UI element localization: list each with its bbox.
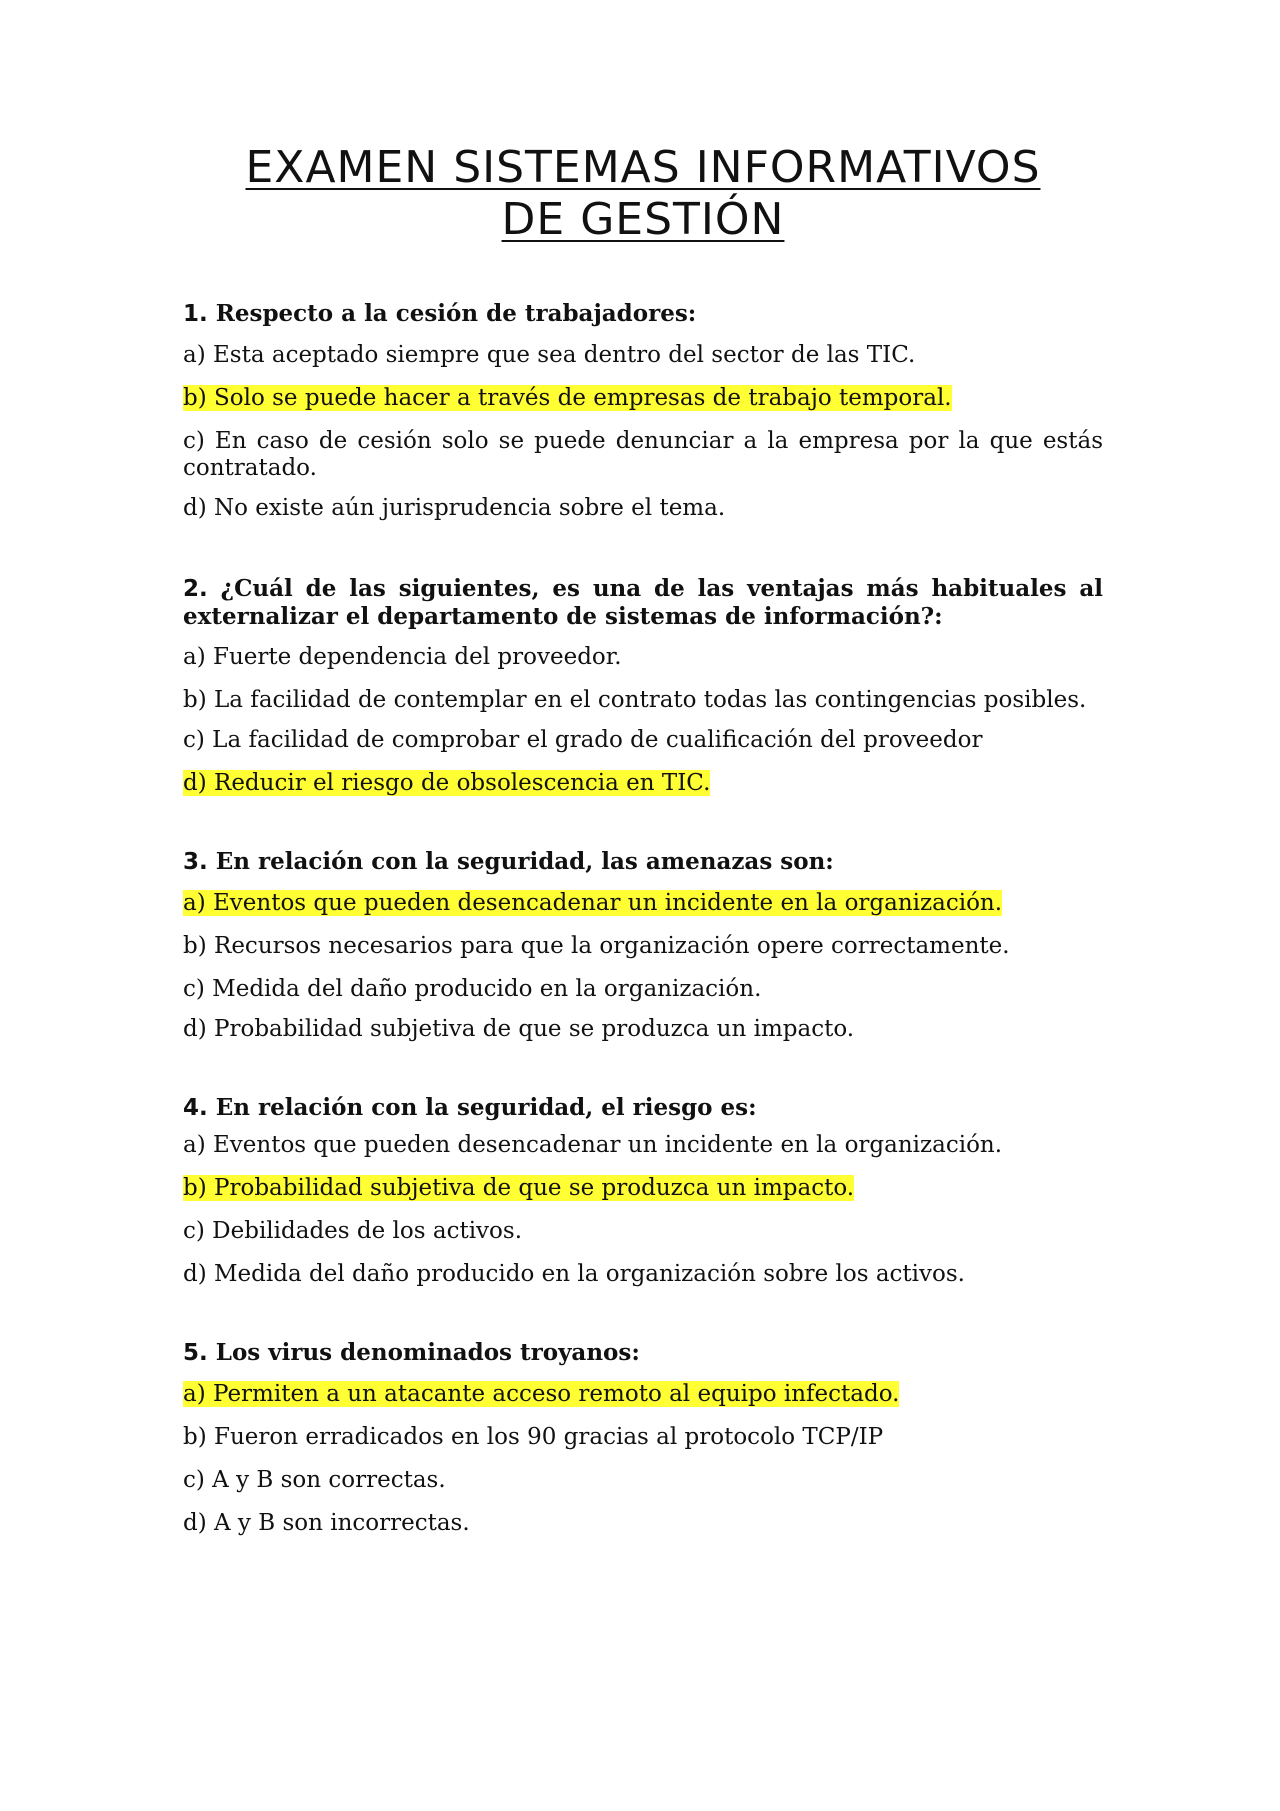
option-text: c) Medida del daño producido en la organización. bbox=[183, 976, 762, 1002]
question-5 bbox=[183, 1339, 1103, 1537]
question-stem: En relación con la seguridad, las amenazas son: bbox=[215, 848, 834, 875]
option-text: b) Recursos necesarios para que la organización opere correctamente. bbox=[183, 933, 1010, 959]
title-line-2: DE GESTIÓN bbox=[501, 194, 785, 245]
option-5a bbox=[183, 1381, 1103, 1408]
option-2d bbox=[183, 770, 1103, 797]
question-stem: ¿Cuál de las siguientes, es una de las ventajas más habituales al externalizar el departamento de sistemas de información?: bbox=[183, 575, 1103, 630]
option-4a bbox=[183, 1132, 1103, 1159]
option-4b bbox=[183, 1175, 1103, 1202]
highlighted-answer: a) Eventos que pueden desencadenar un incidente en la organización. bbox=[183, 890, 1003, 916]
question-number: 4. bbox=[183, 1095, 208, 1121]
option-text: d) Probabilidad subjetiva de que se produzca un impacto. bbox=[183, 1016, 855, 1042]
option-3a bbox=[183, 890, 1103, 917]
highlighted-answer: b) Solo se puede hacer a través de empresas de trabajo temporal. bbox=[183, 385, 952, 411]
question-4-text bbox=[183, 1094, 1103, 1122]
option-4c bbox=[183, 1218, 1103, 1245]
question-number: 3. bbox=[183, 849, 208, 875]
question-3-text bbox=[183, 848, 1103, 876]
option-text: d) A y B son incorrectas. bbox=[183, 1510, 470, 1536]
option-text: a) Fuerte dependencia del proveedor. bbox=[183, 644, 622, 670]
option-text: d) Medida del daño producido en la organización sobre los activos. bbox=[183, 1261, 965, 1287]
question-stem: Respecto a la cesión de trabajadores: bbox=[215, 300, 697, 327]
option-text: d) No existe aún jurisprudencia sobre el tema. bbox=[183, 495, 726, 521]
question-2 bbox=[183, 575, 1103, 797]
exam-page bbox=[183, 0, 1103, 1553]
option-5b bbox=[183, 1424, 1103, 1451]
highlighted-answer: a) Permiten a un atacante acceso remoto al equipo infectado. bbox=[183, 1381, 900, 1407]
option-4d bbox=[183, 1261, 1103, 1288]
option-text: c) Debilidades de los activos. bbox=[183, 1218, 523, 1244]
option-text: b) La facilidad de contemplar en el contrato todas las contingencias posibles. bbox=[183, 687, 1087, 713]
option-1a bbox=[183, 342, 1103, 369]
question-number: 2. bbox=[183, 576, 208, 602]
option-text: a) Eventos que pueden desencadenar un incidente en la organización. bbox=[183, 1132, 1003, 1158]
option-text: b) Fueron erradicados en los 90 gracias al protocolo TCP/IP bbox=[183, 1424, 884, 1450]
option-1b bbox=[183, 385, 1103, 412]
option-3d bbox=[183, 1016, 1103, 1043]
question-number: 5. bbox=[183, 1340, 208, 1366]
option-text: c) En caso de cesión solo se puede denunciar a la empresa por la que estás contratado. bbox=[183, 428, 1103, 481]
title-line-1: EXAMEN SISTEMAS INFORMATIVOS bbox=[245, 142, 1041, 193]
option-text: c) La facilidad de comprobar el grado de cualificación del proveedor bbox=[183, 727, 983, 753]
option-1c bbox=[183, 428, 1103, 482]
exam-title bbox=[183, 142, 1103, 246]
option-5d bbox=[183, 1510, 1103, 1537]
option-1d bbox=[183, 495, 1103, 522]
question-5-text bbox=[183, 1339, 1103, 1367]
option-3b bbox=[183, 933, 1103, 960]
question-stem: Los virus denominados troyanos: bbox=[215, 1339, 640, 1366]
option-2c bbox=[183, 727, 1103, 754]
question-2-text bbox=[183, 575, 1103, 630]
option-5c bbox=[183, 1467, 1103, 1494]
highlighted-answer: d) Reducir el riesgo de obsolescencia en TIC. bbox=[183, 770, 711, 796]
highlighted-answer: b) Probabilidad subjetiva de que se produzca un impacto. bbox=[183, 1175, 855, 1201]
option-3c bbox=[183, 976, 1103, 1003]
question-1-text bbox=[183, 300, 1103, 328]
question-4 bbox=[183, 1094, 1103, 1288]
option-text: c) A y B son correctas. bbox=[183, 1467, 446, 1493]
question-3 bbox=[183, 848, 1103, 1043]
option-text: a) Esta aceptado siempre que sea dentro del sector de las TIC. bbox=[183, 342, 916, 368]
question-number: 1. bbox=[183, 301, 208, 327]
option-2a bbox=[183, 644, 1103, 671]
question-stem: En relación con la seguridad, el riesgo es: bbox=[215, 1094, 757, 1121]
question-1 bbox=[183, 300, 1103, 522]
option-2b bbox=[183, 687, 1103, 714]
